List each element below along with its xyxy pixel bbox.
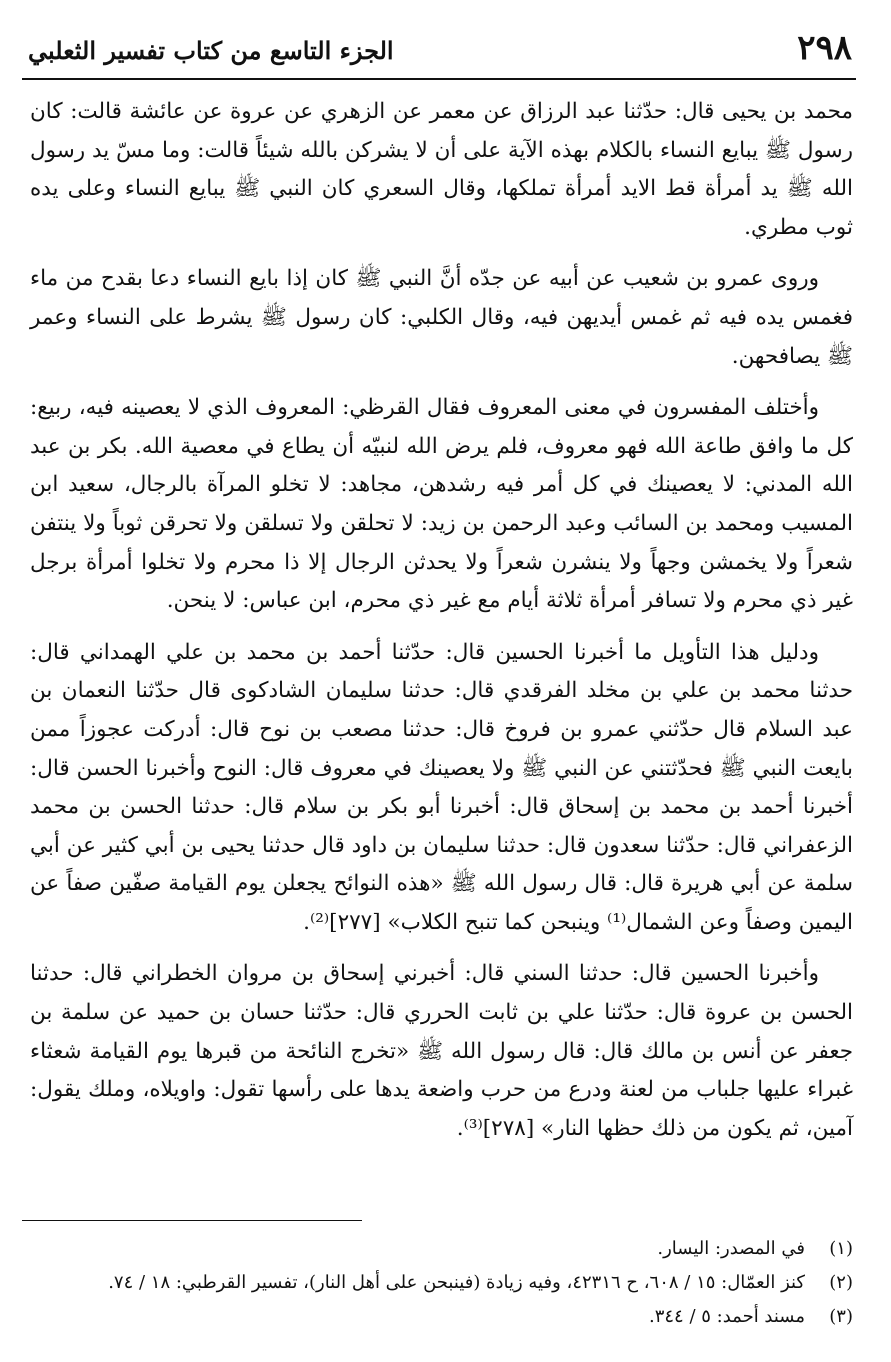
footnote-3 [38,1300,853,1334]
running-title: الجزء التاسع من كتاب تفسير الثعلبي [28,36,394,65]
page-header [22,22,856,80]
footnotes [38,1232,853,1334]
paragraph-1: محمد بن يحيى قال: حدّثنا عبد الرزاق عن معمر عن الزهري عن عروة عن عائشة قالت: كان رسول ﷺ يبايع النساء بالكلام بهذه الآية على أن لا يشركن بالله شيئاً قالت: وما مسّ يد رسول الله ﷺ يد أمرأة قط الايد أمرأة تملكها، وقال السعري كان النبي ﷺ يبايع النساء وعلى يده ثوب مطري. [30,99,853,240]
footnote-number: (٣) [829,1306,853,1327]
footnote-2 [38,1266,853,1300]
paragraph-3: وأختلف المفسرون في معنى المعروف فقال القرظي: المعروف الذي لا يعصينه فيه، ربيع: كل ما وافق طاعة الله فهو معروف، فلم يرض الله لنبيّه أن يطاع في معصية الله. بكر بن عبد الله المدني: لا يعصينك في كل أمر فيه رشدهن، مجاهد: لا تخلو المرآة بالرجال، سعيد ابن المسيب ومحمد بن السائب وعبد الرحمن بن زيد: لا تحلقن ولا تسلقن ولا تحرقن ثوباً ولا ينتفن شعراً ولا يخمشن وجهاً ولا ينشرن شعراً ولا يحدثن الرجال إلا ذا محرم ولا تخلوا أمرأة برجل غير ذي محرم ولا تسافر أمرأة ثلاثة أيام مع غير ذي محرم، ابن عباس: لا ينحن. [30,395,853,614]
footnote-number: (١) [829,1238,853,1259]
footnote-text: كنز العمّال: ١٥ / ٦٠٨، ح ٤٢٣١٦، وفيه زيادة (فينبحن على أهل النار)، تفسير القرطبي: ١٨ / ٧٤. [108,1272,805,1293]
footnote-text: في المصدر: اليسار. [657,1238,805,1259]
footnote-separator [22,1220,362,1221]
page-number: ٢٩٨ [797,28,852,68]
main-text [30,93,853,1161]
paragraph-5: وأخبرنا الحسين قال: حدثنا السني قال: أخبرني إسحاق بن مروان الخطراني قال: حدثنا الحسن بن عروة قال: حدّثنا علي بن ثابت الحرري قال: حدّثنا حسان بن حميد عن سلمة بن جعفر عن أنس بن مالك قال: قال رسول الله ﷺ «تخرج النائحة من قبرها يوم القيامة شعثاء غبراء عليها جلباب من لعنة ودرع من حرب واضعة يدها على رأسها تقول: واويلاه، وملك يقول: آمين، ثم يكون من ذلك حظها النار» [٢٧٨]⁽³⁾. [30,961,853,1141]
footnote-number: (٢) [829,1272,853,1293]
paragraph-4: ودليل هذا التأويل ما أخبرنا الحسين قال: حدّثنا أحمد بن محمد بن علي الهمداني قال: حدثنا محمد بن علي بن مخلد الفرقدي قال: حدثنا سليمان الشادكوى قال حدّثنا النعمان بن عبد السلام قال حدّثني عمرو بن فروخ قال: حدثنا مصعب بن نوح قال: أدركت عجوزاً ممن بايعت النبي ﷺ فحدّثتني عن النبي ﷺ ولا يعصينك في معروف قال: النوح وأخبرنا الحسن قال: أخبرنا أحمد بن محمد بن إسحاق قال: أخبرنا أبو بكر بن سلام قال: حدثنا الحسن بن محمد الزعفراني قال: حدّثنا سعدون قال: حدثنا سليمان بن داود قال حدثنا يحيى بن أبي كثير عن أبي سلمة عن أبي هريرة قال: قال رسول الله ﷺ «هذه النوائح يجعلن يوم القيامة صفّين صفاً عن اليمين وصفاً وعن الشمال⁽¹⁾ وينبحن كما تنبح الكلاب» [٢٧٧]⁽²⁾. [30,639,853,935]
footnote-1 [38,1232,853,1266]
footnote-text: مسند أحمد: ٥ / ٣٤٤. [648,1306,805,1327]
paragraph-2: وروى عمرو بن شعيب عن أبيه عن جدّه أنَّ النبي ﷺ كان إذا بايع النساء دعا بقدح من ماء فغمس يده فيه ثم غمس أيديهن فيه، وقال الكلبي: كان رسول ﷺ يشرط على النساء وعمر ﷺ يصافحهن. [30,266,853,369]
